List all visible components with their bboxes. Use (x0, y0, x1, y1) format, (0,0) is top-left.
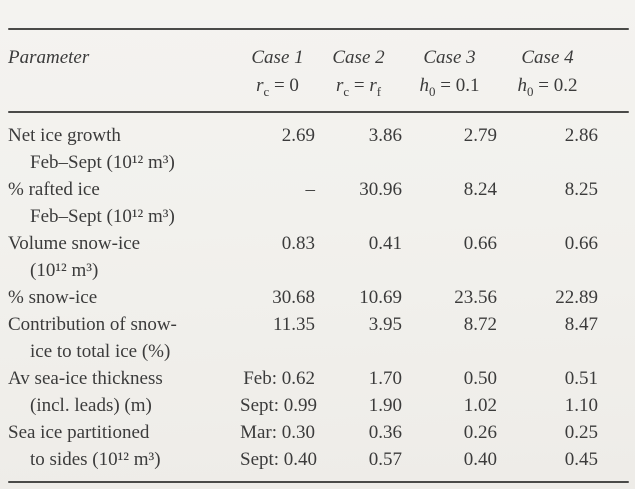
value-line: 8.47 (564, 314, 598, 335)
parameter-line-2: ice to total ice (%) (30, 341, 171, 362)
value-line: Feb: 0.62 (243, 368, 315, 389)
value-cell (497, 311, 598, 338)
column-header-case-2 (315, 44, 402, 101)
value-line: Sept: 0.40 (240, 449, 318, 470)
value-cell (240, 230, 315, 257)
value-line: 2.86 (564, 125, 598, 146)
value-line: 0.41 (368, 233, 402, 254)
table-row-snow-ice-contribution (8, 311, 604, 365)
value-cell (497, 284, 598, 311)
value-cell (497, 419, 598, 473)
value-cell (402, 284, 497, 311)
value-line: 30.68 (272, 287, 315, 308)
value-line: 0.36 (368, 422, 402, 443)
parameter-line-1: Av sea-ice thickness (8, 368, 163, 389)
value-line: 0.66 (564, 233, 598, 254)
value-line: 3.86 (368, 125, 402, 146)
value-cell (240, 176, 315, 203)
column-header-case-4 (497, 44, 598, 101)
value-cell (402, 365, 497, 419)
parameter-line-2: Feb–Sept (10¹² m³) (30, 152, 175, 173)
value-line: 2.79 (463, 125, 497, 146)
case-label: Case 4 (521, 47, 574, 68)
parameter-cell (8, 284, 240, 311)
value-line: 0.66 (463, 233, 497, 254)
value-cell (402, 419, 497, 473)
value-line: 1.10 (564, 395, 598, 416)
parameter-cell (8, 230, 240, 284)
value-line: 8.25 (564, 179, 598, 200)
value-cell (315, 230, 402, 257)
table-row-volume-snow-ice (8, 230, 604, 284)
table-row-av-sea-ice-thickness (8, 365, 604, 419)
column-header-case-1 (240, 44, 315, 101)
value-line: 2.69 (281, 125, 315, 146)
value-cell (315, 419, 402, 473)
value-cell (315, 122, 402, 149)
parameter-line-1: Volume snow-ice (8, 233, 141, 254)
case-condition: $h_0 = 0.2$ (517, 75, 578, 99)
value-cell (402, 230, 497, 257)
value-cell (497, 365, 598, 419)
value-line: 0.50 (463, 368, 497, 389)
parameter-header-label: Parameter (8, 47, 90, 68)
value-line: Sept: 0.99 (240, 395, 318, 416)
value-line: 22.89 (555, 287, 598, 308)
value-line: 3.95 (368, 314, 402, 335)
value-cell (240, 122, 315, 149)
value-cell (497, 230, 598, 257)
value-line: 0.83 (281, 233, 315, 254)
table-header-row (0, 30, 635, 111)
value-cell (402, 311, 497, 338)
value-cell (240, 365, 318, 419)
table-row-sea-ice-partitioned (8, 419, 604, 473)
parameter-line-2: to sides (10¹² m³) (30, 449, 161, 470)
value-cell (497, 122, 598, 149)
bottom-rule (8, 481, 629, 483)
column-header-case-3 (402, 44, 497, 101)
table-row-rafted-ice (8, 176, 604, 230)
case-condition: $r_c = 0$ (256, 75, 299, 99)
value-line: – (305, 179, 315, 200)
value-line: 8.72 (463, 314, 497, 335)
value-line: 1.02 (463, 395, 497, 416)
value-line: 0.40 (463, 449, 497, 470)
value-line: 30.96 (359, 179, 402, 200)
case-condition: $r_c = r_f$ (335, 75, 382, 99)
value-line: 8.24 (463, 179, 497, 200)
value-line: 1.70 (368, 368, 402, 389)
value-line: 23.56 (454, 287, 497, 308)
value-line: 1.90 (368, 395, 402, 416)
value-cell (315, 311, 402, 338)
value-line: 0.57 (368, 449, 402, 470)
parameter-line-1: Contribution of snow- (8, 314, 177, 335)
value-cell (315, 176, 402, 203)
value-cell (240, 284, 315, 311)
value-cell (240, 311, 315, 338)
value-line: 11.35 (272, 314, 315, 335)
value-cell (497, 176, 598, 203)
parameter-cell (8, 365, 240, 419)
case-label: Case 3 (423, 47, 476, 68)
parameter-cell (8, 176, 240, 230)
value-line: 0.45 (564, 449, 598, 470)
table-row-net-ice-growth (8, 122, 604, 176)
value-line: 0.26 (463, 422, 497, 443)
parameter-line-1: % snow-ice (8, 287, 98, 308)
column-header-parameter (8, 44, 240, 71)
value-line: 0.51 (564, 368, 598, 389)
case-label: Case 1 (251, 47, 304, 68)
parameter-cell (8, 122, 240, 176)
parameter-line-2: Feb–Sept (10¹² m³) (30, 206, 175, 227)
case-label: Case 2 (332, 47, 385, 68)
value-cell (315, 284, 402, 311)
table-body (0, 113, 635, 481)
value-cell (402, 176, 497, 203)
parameter-cell (8, 419, 240, 473)
parameter-line-2: (10¹² m³) (30, 260, 99, 281)
value-cell (402, 122, 497, 149)
case-condition: $h_0 = 0.1$ (419, 75, 480, 99)
parameter-line-1: Net ice growth (8, 125, 121, 146)
parameter-cell (8, 311, 240, 365)
table-row-percent-snow-ice (8, 284, 604, 311)
value-line: 10.69 (359, 287, 402, 308)
parameter-line-2: (incl. leads) (m) (30, 395, 152, 416)
value-cell (315, 365, 402, 419)
parameter-line-1: % rafted ice (8, 179, 100, 200)
value-cell (240, 419, 318, 473)
value-line: Mar: 0.30 (240, 422, 315, 443)
value-line: 0.25 (564, 422, 598, 443)
parameter-line-1: Sea ice partitioned (8, 422, 150, 443)
